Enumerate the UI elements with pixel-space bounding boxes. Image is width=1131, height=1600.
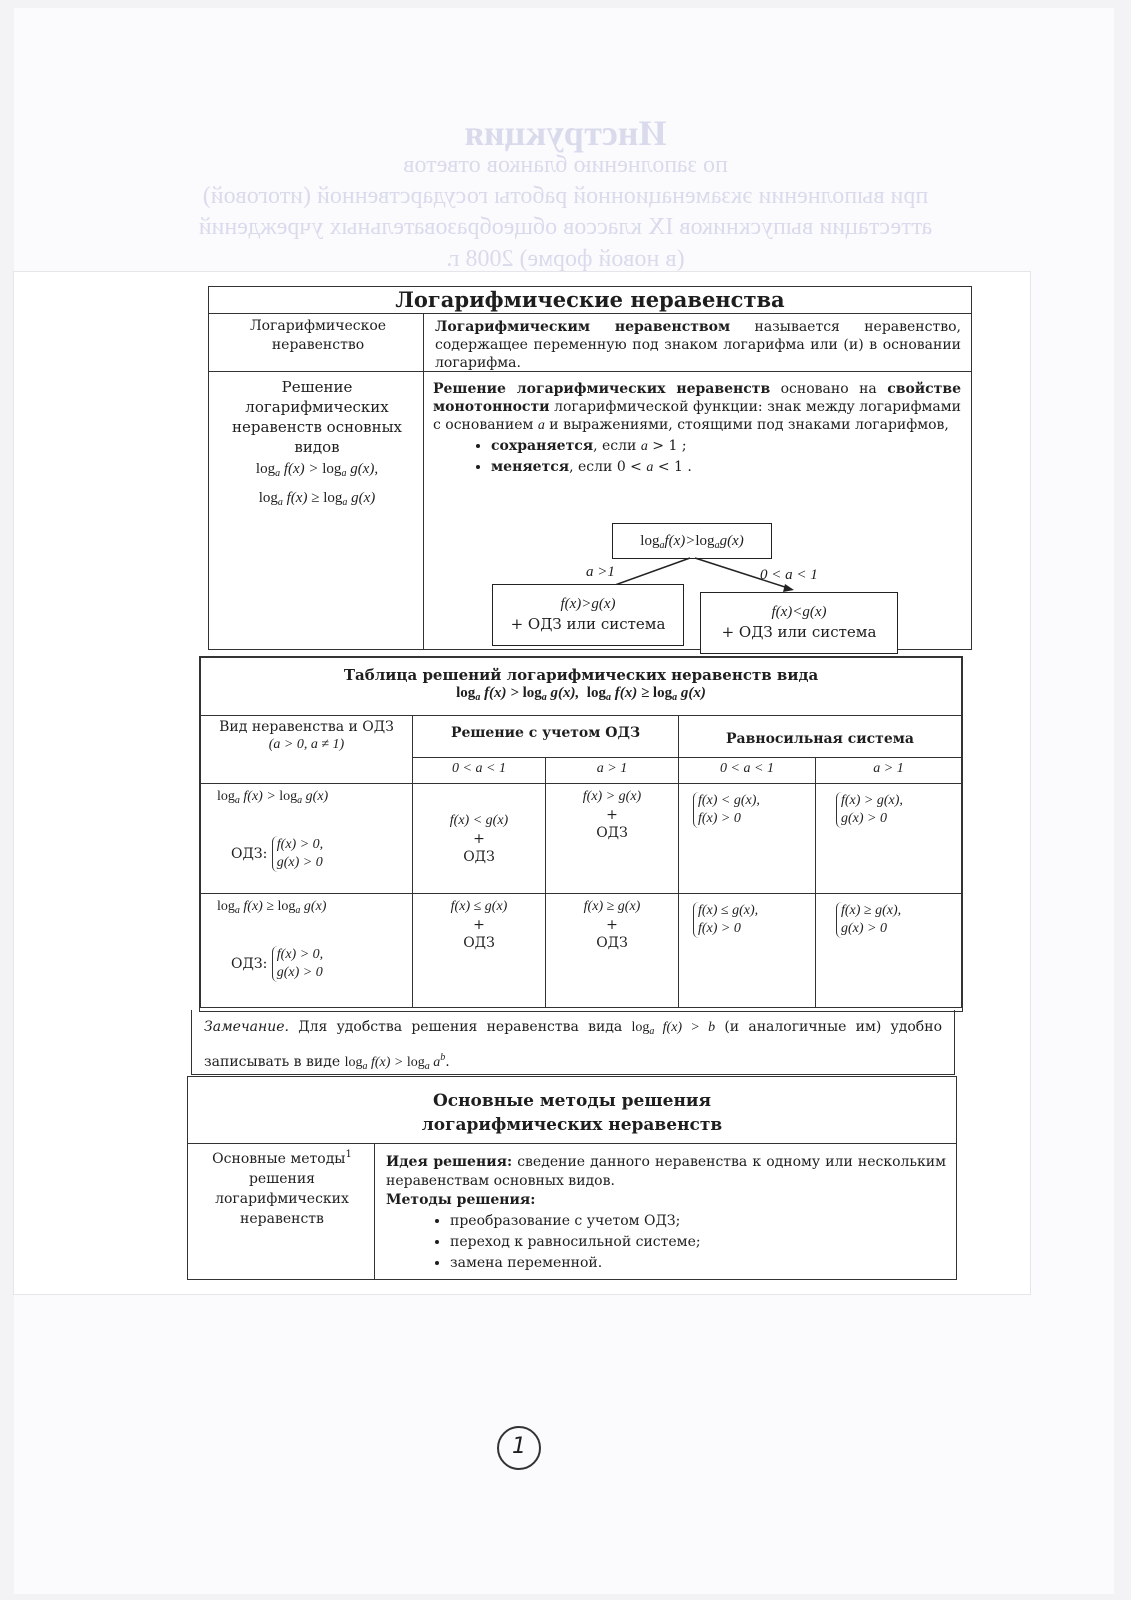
ghost-line: по заполнению бланков ответов	[403, 152, 728, 178]
solutions-table-block	[199, 656, 963, 1012]
list-item: • преобразование с учетом ОДЗ;	[450, 1212, 946, 1231]
plus: +	[606, 807, 618, 823]
header-condition: (a > 0, a ≠ 1)	[268, 737, 345, 752]
plus: +	[606, 917, 618, 933]
remark-block: Замечание. Для удобства решения неравенства вида $\log_a f(x) > b$ (и аналогичные им) удобно записывать в виде $\log_a f(x) > \log_a a^b$.	[191, 1010, 955, 1075]
ghost-line: при выполнении экзаменационной работы государственной (итоговой)	[202, 183, 929, 209]
system-brace: f(x) ≤ g(x), f(x) > 0	[693, 902, 758, 938]
caption-formula: $\log_a f(x) > \log_a g(x)$, $\log_a f(x) \ge \log_a g(x)$	[456, 685, 706, 703]
row2-label-title: Решение логарифмических неравенств основных видов	[232, 378, 402, 456]
text: , если	[569, 459, 613, 475]
footnote-mark: 1	[345, 1149, 352, 1160]
left-result-box: f(x)>g(x) + ОДЗ или система	[492, 584, 684, 646]
subheader-a-gt-1: a > 1	[546, 758, 679, 784]
formula-ge: $\log_a f(x) \ge \log_a g(x)$	[258, 490, 376, 508]
header-system: Равносильная система	[679, 716, 962, 758]
text: , если	[593, 438, 637, 454]
page-title: Логарифмические неравенства	[209, 287, 971, 314]
ghost-line: (в новой форме) 2008 г.	[446, 246, 685, 272]
list-item: • замена переменной.	[450, 1254, 946, 1273]
divider	[188, 1143, 956, 1144]
remark-formula: $\log_a f(x) > \log_a a^b$	[344, 1052, 446, 1072]
row1-label: Логарифмическое неравенство	[249, 318, 387, 353]
cell-system	[679, 784, 816, 894]
methods-list	[386, 1212, 946, 1273]
methods-block	[187, 1076, 957, 1280]
cell-solution: f(x) > g(x) + ОДЗ	[546, 784, 679, 894]
solution-term: Решение логарифмических неравенств	[433, 381, 771, 397]
row-strict-kind: $\log_a f(x) > \log_a g(x)$ ОДЗ: f(x) > 0, g(x) > 0	[201, 784, 413, 894]
odz-label: ОДЗ:	[231, 956, 268, 972]
idea-text: сведение данного неравенства к одному или нескольким неравенствам основных видов.	[386, 1154, 946, 1189]
subheader-a-gt-1: a > 1	[816, 758, 962, 784]
ghost-line: Инструкция	[464, 113, 667, 153]
subheader-a-lt-1: 0 < a < 1	[413, 758, 546, 784]
system-brace: f(x) < g(x), f(x) > 0	[693, 792, 760, 828]
odz: ОДЗ	[463, 848, 495, 865]
list-item: • переход к равносильной системе;	[450, 1233, 946, 1252]
left-arrow-label: a >1	[586, 564, 615, 580]
cell-system	[679, 894, 816, 1008]
plus: +	[473, 830, 485, 847]
label-text: Основные методы	[212, 1151, 346, 1167]
label-text: решения логарифмических неравенств	[215, 1171, 349, 1227]
idea-label: Идея решения:	[386, 1154, 513, 1170]
subheader-a-lt-1: 0 < a < 1	[679, 758, 816, 784]
cell-solution: f(x) ≥ g(x) + ОДЗ	[546, 894, 679, 1008]
divider	[374, 1143, 375, 1279]
definition-text: называется неравенство, содержащее переменную под знаком логарифма или (и) в основании логарифма.	[435, 319, 961, 371]
cell-system	[816, 894, 962, 1008]
table-caption	[201, 658, 962, 716]
header-solution: Решение с учетом ОДЗ	[413, 716, 679, 758]
remark-text: Для удобства решения неравенства вида	[289, 1019, 623, 1035]
definition-term: Логарифмическим неравенством	[435, 319, 731, 335]
title-line: Основные методы решения	[432, 1091, 712, 1111]
solutions-table	[200, 657, 962, 1008]
remark-formula: $\log_a f(x) > b$	[631, 1020, 716, 1037]
right-result-box: f(x)<g(x) + ОДЗ или система	[700, 592, 898, 654]
text: и выражениями, стоящими под знаками логарифмов,	[549, 417, 949, 433]
system-brace: f(x) ≥ g(x), g(x) > 0	[836, 902, 901, 938]
text: логарифмической функции: знак между логарифмами с основанием	[433, 399, 961, 433]
title-line: логарифмических неравенств	[421, 1115, 723, 1135]
methods-label	[196, 1145, 368, 1229]
monotonic-term: свойстве монотонности	[433, 381, 961, 415]
page-number: 1	[497, 1426, 541, 1470]
base-symbol: a	[537, 418, 545, 433]
bullet-keyword: меняется	[491, 459, 570, 475]
methods-label-text: Методы решения:	[386, 1192, 536, 1208]
system-brace: f(x) > g(x), g(x) > 0	[836, 792, 903, 828]
odz-system: f(x) > 0, g(x) > 0	[272, 946, 323, 982]
list-item: • сохраняется, если a > 1 ;	[491, 437, 961, 456]
diagram-root-box: $\log_af(x)>\log_ag(x)$	[612, 523, 772, 559]
methods-description	[386, 1153, 946, 1275]
plus: +	[473, 917, 485, 933]
methods-title	[188, 1089, 956, 1137]
remark-text: (и аналогичные им) удобно записывать в виде	[204, 1019, 942, 1070]
list-item: • меняется, если 0 < a < 1 .	[491, 458, 961, 477]
caption-text: Таблица решений логарифмических неравенств вида	[343, 666, 819, 684]
cell-system	[816, 784, 962, 894]
box-text: + ОДЗ или система	[510, 615, 666, 633]
table-row	[201, 784, 962, 894]
ghost-line: аттестации выпускников IX классов общеобразовательных учреждений	[198, 214, 933, 240]
odz-system: f(x) > 0, g(x) > 0	[272, 836, 323, 872]
odz: ОДЗ	[596, 825, 628, 841]
cell-solution: f(x) ≤ g(x) + ОДЗ	[413, 894, 546, 1008]
formula-gt: $\log_a f(x) > \log_a g(x)$,	[255, 461, 379, 479]
odz: ОДЗ	[463, 935, 495, 951]
box-text: + ОДЗ или система	[721, 623, 877, 641]
odz: ОДЗ	[596, 935, 628, 951]
header-text: Вид неравенства и ОДЗ	[219, 719, 394, 735]
right-arrow-label: 0 < a < 1	[760, 567, 818, 583]
remark-label: Замечание.	[204, 1019, 289, 1035]
header-kind	[201, 716, 413, 784]
cell-solution: f(x) < g(x) + ОДЗ	[413, 784, 546, 894]
text: основано на	[770, 381, 888, 397]
table-row	[201, 894, 962, 1008]
bullet-keyword: сохраняется	[491, 438, 594, 454]
row-nonstrict-kind: $\log_a f(x) \ge \log_a g(x)$ ОДЗ: f(x) > 0, g(x) > 0	[201, 894, 413, 1008]
odz-label: ОДЗ:	[231, 846, 268, 862]
